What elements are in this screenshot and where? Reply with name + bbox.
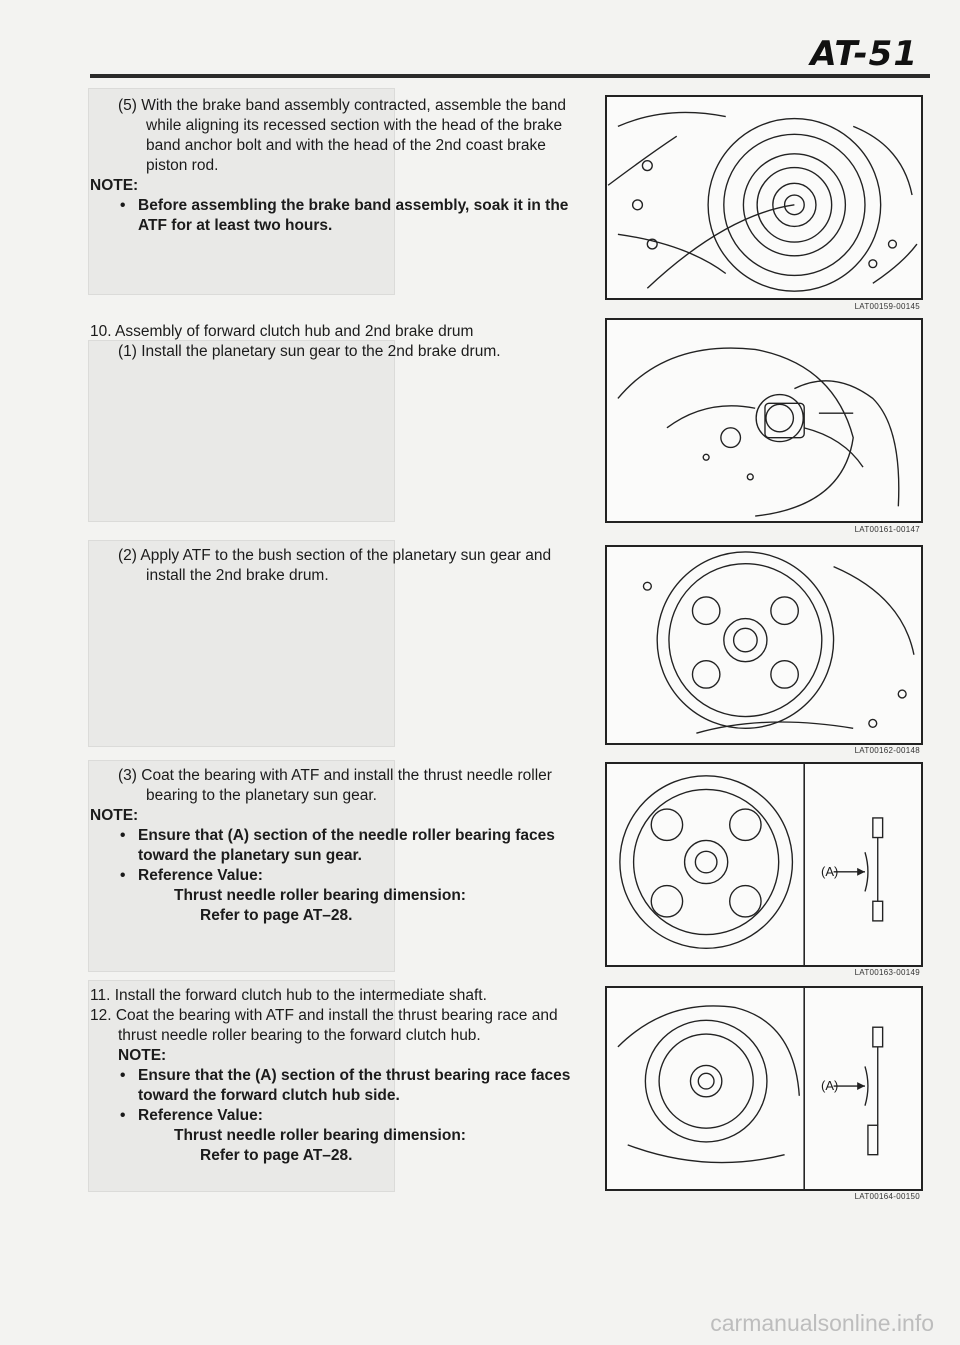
- brake-drum-illustration: [607, 547, 921, 743]
- step-10-3: (3) Coat the bearing with ATF and install the thrust needle roller bearing to the planetary sun gear.: [118, 767, 552, 804]
- bullet-dot-icon: •: [120, 197, 126, 214]
- figure-needle-bearing-sun-gear: [605, 762, 923, 967]
- figure-code: LAT00161-00147: [854, 525, 920, 534]
- page-number: AT-51: [810, 34, 918, 74]
- figure-forward-clutch-hub-bearing: [605, 986, 923, 1191]
- note-label: NOTE:: [118, 1047, 167, 1064]
- step-10-2-block: [90, 546, 590, 586]
- figure-code: LAT00162-00148: [854, 746, 920, 755]
- note-bullet: [90, 1066, 590, 1106]
- note-bullet-text: Ensure that (A) section of the needle roller bearing faces toward the planetary sun gear.: [138, 827, 555, 864]
- step-12: 12. Coat the bearing with ATF and install the thrust bearing race and thrust needle roller bearing to the forward clutch hub.: [90, 1007, 558, 1044]
- bullet-dot-icon: •: [120, 867, 126, 884]
- step-9-5-block: [90, 96, 590, 236]
- bullet-dot-icon: •: [120, 827, 126, 844]
- step-10-title: 10. Assembly of forward clutch hub and 2nd brake drum: [90, 323, 474, 340]
- figure-code: LAT00159-00145: [854, 302, 920, 311]
- note-bullet: [90, 196, 590, 236]
- callout-label-a: (A): [821, 864, 839, 879]
- figure-sun-gear-install: [605, 318, 923, 523]
- step-10-block: [90, 322, 590, 362]
- reference-line: Thrust needle roller bearing dimension:: [174, 887, 466, 904]
- note-label: NOTE:: [90, 807, 139, 824]
- note-bullet: [90, 866, 590, 886]
- reference-line: Refer to page AT–28.: [200, 1147, 353, 1164]
- step-10-1: (1) Install the planetary sun gear to the 2nd brake drum.: [118, 343, 501, 360]
- needle-bearing-illustration: [607, 764, 921, 965]
- callout-label-a: (A): [821, 1078, 839, 1093]
- bullet-dot-icon: •: [120, 1107, 126, 1124]
- footer-watermark: carmanualsonline.info: [710, 1310, 934, 1336]
- sun-gear-illustration: [607, 320, 921, 521]
- forward-clutch-hub-illustration: [607, 988, 921, 1189]
- note-bullet-text: Before assembling the brake band assembly, soak it in the ATF for at least two hours.: [138, 197, 569, 234]
- figure-brake-band-install: [605, 95, 923, 300]
- step-11-12-block: [90, 986, 590, 1166]
- brake-band-illustration: [607, 97, 921, 298]
- figure-code: LAT00164-00150: [854, 1192, 920, 1201]
- step-10-2: (2) Apply ATF to the bush section of the planetary sun gear and install the 2nd brake drum.: [118, 547, 552, 584]
- figure-code: LAT00163-00149: [854, 968, 920, 977]
- step-11: 11. Install the forward clutch hub to the intermediate shaft.: [90, 987, 487, 1004]
- reference-line: Refer to page AT–28.: [200, 907, 353, 924]
- header-rule: [90, 74, 930, 78]
- bullet-dot-icon: •: [120, 1067, 126, 1084]
- step-10-3-block: [90, 766, 590, 926]
- note-bullet-text: Reference Value:: [138, 1107, 263, 1124]
- note-label: NOTE:: [90, 177, 139, 194]
- page-header: [90, 30, 930, 76]
- note-bullet-text: Reference Value:: [138, 867, 263, 884]
- figure-2nd-brake-drum: [605, 545, 923, 745]
- step-9-5-paragraph: (5) With the brake band assembly contracted, assemble the band while aligning its recessed section with the head of the brake band anchor bolt and with the head of the 2nd coast brake piston rod.: [118, 97, 567, 174]
- reference-line: Thrust needle roller bearing dimension:: [174, 1127, 466, 1144]
- note-bullet: [90, 826, 590, 866]
- note-bullet-text: Ensure that the (A) section of the thrust bearing race faces toward the forward clutch hub side.: [138, 1067, 571, 1104]
- note-bullet: [90, 1106, 590, 1126]
- bleed-through-shadow: [88, 340, 395, 522]
